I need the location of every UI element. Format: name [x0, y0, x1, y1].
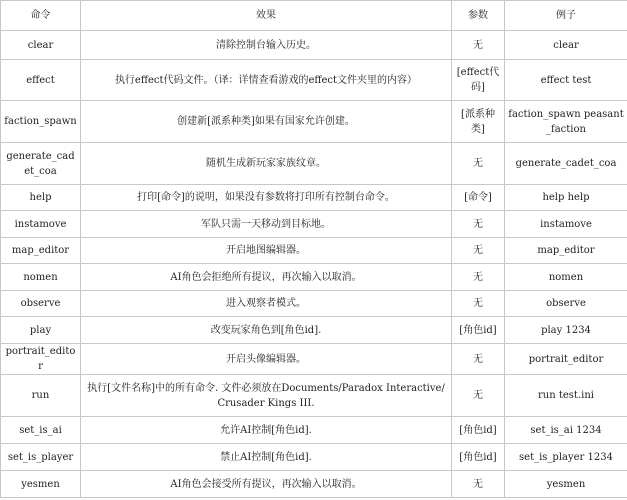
- example-cell: help help: [505, 185, 627, 211]
- parameter-cell: 无: [452, 471, 505, 498]
- table-row: [1, 344, 627, 375]
- command-cell: set_is_ai: [1, 417, 81, 444]
- example-cell: map_editor: [505, 238, 627, 264]
- parameter-cell: 无: [452, 291, 505, 317]
- command-cell: yesmen: [1, 471, 81, 498]
- effect-cell: 清除控制台输入历史。: [81, 31, 452, 60]
- table-row: [1, 264, 627, 291]
- table-row: [1, 31, 627, 60]
- command-cell: portrait_editor: [1, 344, 81, 375]
- effect-cell: 禁止AI控制[角色id].: [81, 444, 452, 471]
- example-cell: run test.ini: [505, 375, 627, 417]
- header-parameter: 参数: [452, 1, 505, 31]
- command-cell: help: [1, 185, 81, 211]
- effect-cell: 进入观察者模式。: [81, 291, 452, 317]
- command-cell: clear: [1, 31, 81, 60]
- parameter-cell: 无: [452, 143, 505, 185]
- table-row: [1, 291, 627, 317]
- effect-cell: 打印[命令]的说明，如果没有参数将打印所有控制台命令。: [81, 185, 452, 211]
- parameter-cell: 无: [452, 344, 505, 375]
- command-cell: play: [1, 317, 81, 344]
- example-cell: observe: [505, 291, 627, 317]
- parameter-cell: [角色id]: [452, 317, 505, 344]
- effect-cell: 军队只需一天移动到目标地。: [81, 211, 452, 238]
- table-row: [1, 317, 627, 344]
- command-cell: effect: [1, 60, 81, 101]
- example-cell: nomen: [505, 264, 627, 291]
- effect-cell: 开启地图编辑器。: [81, 238, 452, 264]
- parameter-cell: 无: [452, 238, 505, 264]
- parameter-cell: 无: [452, 211, 505, 238]
- effect-cell: 允许AI控制[角色id].: [81, 417, 452, 444]
- effect-cell: 改变玩家角色到[角色id].: [81, 317, 452, 344]
- command-cell: run: [1, 375, 81, 417]
- table-row: [1, 471, 627, 498]
- command-cell: set_is_player: [1, 444, 81, 471]
- example-cell: effect test: [505, 60, 627, 101]
- table-row: [1, 238, 627, 264]
- example-cell: instamove: [505, 211, 627, 238]
- command-cell: observe: [1, 291, 81, 317]
- header-example: 例子: [505, 1, 627, 31]
- table-row: [1, 444, 627, 471]
- command-cell: map_editor: [1, 238, 81, 264]
- table-row: [1, 185, 627, 211]
- table-row: [1, 101, 627, 143]
- parameter-cell: 无: [452, 375, 505, 417]
- example-cell: portrait_editor: [505, 344, 627, 375]
- header-effect: 效果: [81, 1, 452, 31]
- command-cell: nomen: [1, 264, 81, 291]
- effect-cell: 随机生成新玩家家族纹章。: [81, 143, 452, 185]
- example-cell: generate_cadet_coa: [505, 143, 627, 185]
- table-row: [1, 417, 627, 444]
- table-header-row: [1, 1, 627, 31]
- parameter-cell: [派系种类]: [452, 101, 505, 143]
- effect-cell: AI角色会拒绝所有提议，再次输入以取消。: [81, 264, 452, 291]
- table-row: [1, 375, 627, 417]
- effect-cell: 开启头像编辑器。: [81, 344, 452, 375]
- table-row: [1, 143, 627, 185]
- example-cell: set_is_ai 1234: [505, 417, 627, 444]
- parameter-cell: [角色id]: [452, 444, 505, 471]
- effect-cell: 执行effect代码文件。（译：详情查看游戏的effect文件夹里的内容）: [81, 60, 452, 101]
- example-cell: clear: [505, 31, 627, 60]
- command-cell: faction_spawn: [1, 101, 81, 143]
- parameter-cell: [effect代码]: [452, 60, 505, 101]
- command-cell: generate_cadet_coa: [1, 143, 81, 185]
- effect-cell: AI角色会接受所有提议，再次输入以取消。: [81, 471, 452, 498]
- parameter-cell: 无: [452, 31, 505, 60]
- command-cell: instamove: [1, 211, 81, 238]
- table-row: [1, 60, 627, 101]
- example-cell: set_is_player 1234: [505, 444, 627, 471]
- header-command: 命令: [1, 1, 81, 31]
- parameter-cell: [命令]: [452, 185, 505, 211]
- table-row: [1, 211, 627, 238]
- effect-cell: 执行[文件名称]中的所有命令. 文件必须放在Documents/Paradox Interactive/Crusader Kings III.: [81, 375, 452, 417]
- example-cell: yesmen: [505, 471, 627, 498]
- parameter-cell: 无: [452, 264, 505, 291]
- parameter-cell: [角色id]: [452, 417, 505, 444]
- example-cell: play 1234: [505, 317, 627, 344]
- effect-cell: 创建新[派系种类]如果有国家允许创建。: [81, 101, 452, 143]
- example-cell: faction_spawn peasant_faction: [505, 101, 627, 143]
